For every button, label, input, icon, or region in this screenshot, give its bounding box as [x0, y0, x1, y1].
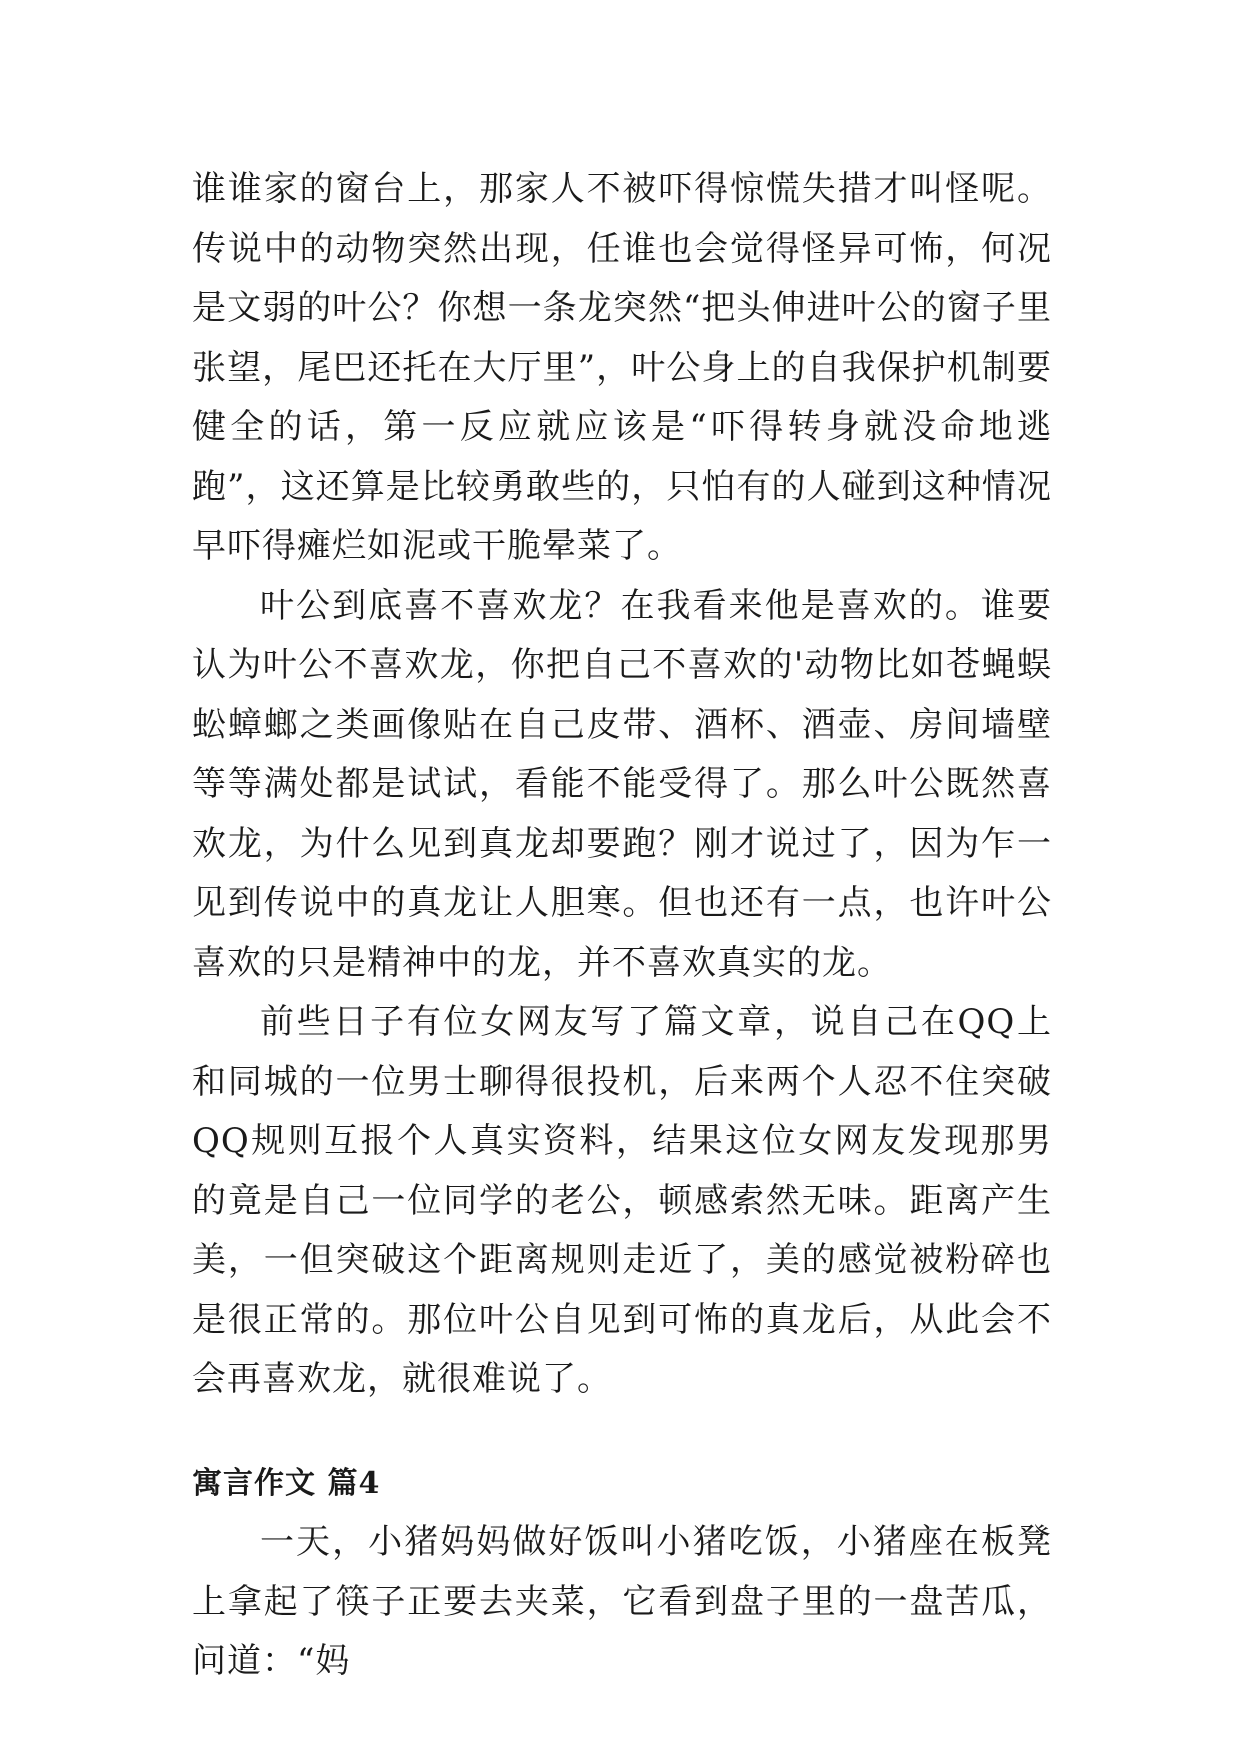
section-heading: 寓言作文 篇4 [192, 1465, 381, 1501]
body-paragraph: 一天，小猪妈妈做好饭叫小猪吃饭，小猪座在板凳上拿起了筷子正要去夹菜，它看到盘子里的一盘苦瓜，问道：“妈 [192, 1522, 1052, 1681]
body-paragraph: 前些日子有位女网友写了篇文章，说自己在QQ上和同城的一位男士聊得很投机，后来两个人忍不住突破QQ规则互报个人真实资料，结果这位女网友发现那男的竟是自己一位同学的老公，顿感索然无味。距离产生美，一但突破这个距离规则走近了，美的感觉被粉碎也是很正常的。那位叶公自见到可怖的真龙后，从此会不会再喜欢龙，就很难说了。 [192, 1002, 1052, 1399]
body-paragraph: 叶公到底喜不喜欢龙？在我看来他是喜欢的。谁要认为叶公不喜欢龙，你把自己不喜欢的'动物比如苍蝇蜈蚣蟑螂之类画像贴在自己皮带、酒杯、酒壶、房间墙壁等等满处都是试试，看能不能受得了。那么叶公既然喜欢龙，为什么见到真龙却要跑？刚才说过了，因为乍一见到传说中的真龙让人胆寒。但也还有一点，也许叶公喜欢的只是精神中的龙，并不喜欢真实的龙。 [192, 585, 1052, 983]
document-page [192, 160, 1052, 1692]
body-paragraph: 谁谁家的窗台上，那家人不被吓得惊慌失措才叫怪呢。传说中的动物突然出现，任谁也会觉得怪异可怖，何况是文弱的叶公？你想一条龙突然“把头伸进叶公的窗子里张望，尾巴还托在大厅里”，叶公身上的自我保护机制要健全的话，第一反应就应该是“吓得转身就没命地逃跑”，这还算是比较勇敢些的，只怕有的人碰到这种情况早吓得瘫烂如泥或干脆晕菜了。 [192, 169, 1052, 566]
